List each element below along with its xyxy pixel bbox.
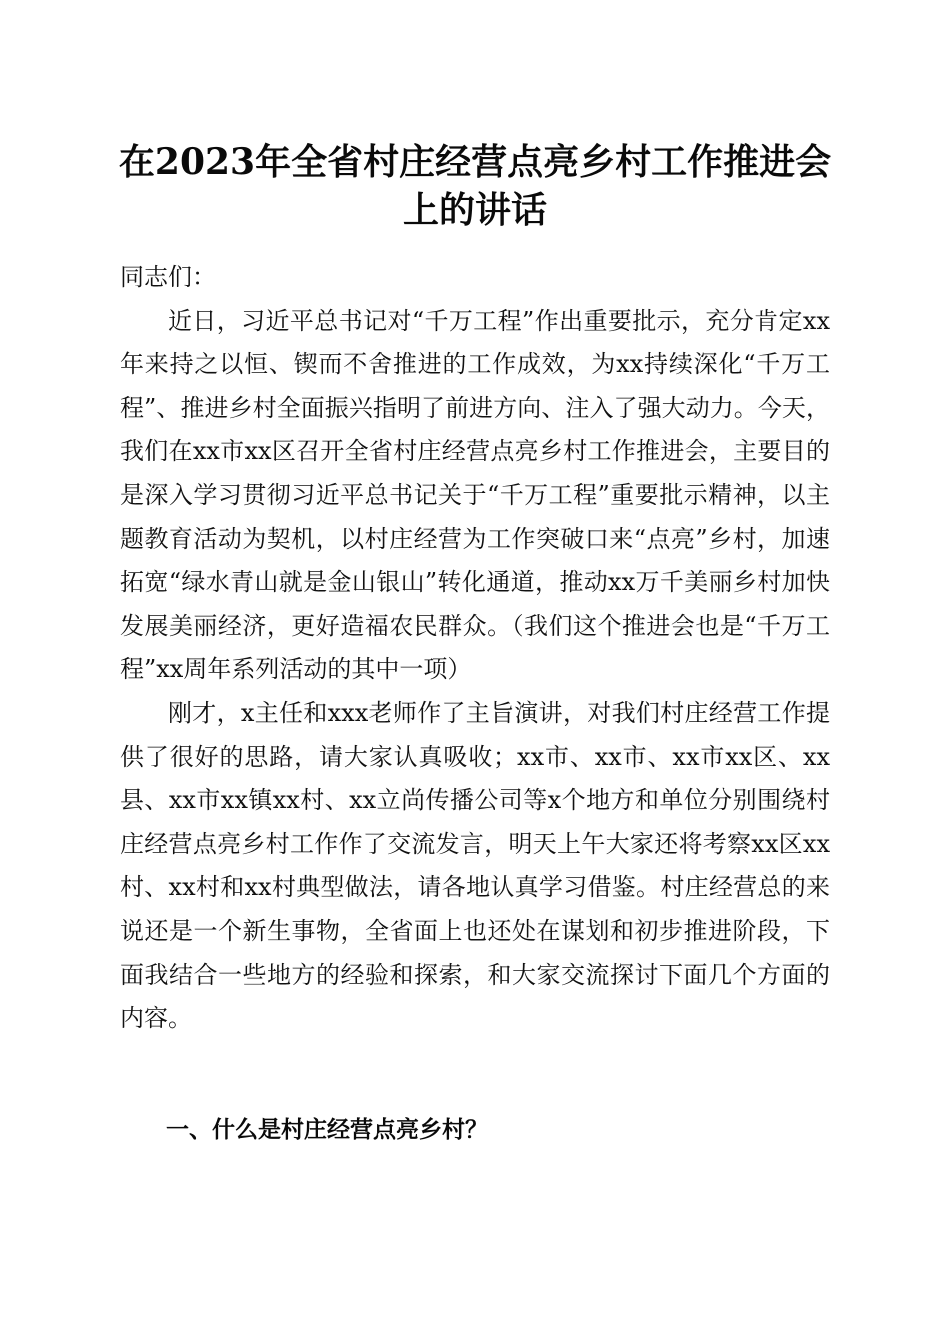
section-heading-1: 一、什么是村庄经营点亮乡村？	[166, 1117, 488, 1143]
salutation: 同志们：	[120, 263, 216, 291]
title-line-2: 上的讲话	[402, 189, 547, 231]
document-title	[100, 138, 850, 234]
paragraph-review: 刚才，x主任和xxx老师作了主旨演讲，对我们村庄经营工作提供了很好的思路，请大家认真吸收；xx市、xx市、xx市xx区、xx县、xx市xx镇xx村、xx立尚传播公司等x个地方和单位分别围绕村庄经营点亮乡村工作作了交流发言，明天上午大家还将考察xx区xx村、xx村和xx村典型做法，请各地认真学习借鉴。村庄经营总的来说还是一个新生事物，全省面上也还处在谋划和初步推进阶段，下面我结合一些地方的经验和探索，和大家交流探讨下面几个方面的内容。	[120, 698, 830, 1033]
title-line-1: 在2023年全省村庄经营点亮乡村工作推进会	[118, 141, 832, 183]
document-body	[120, 256, 830, 1041]
paragraph-opening: 近日，习近平总书记对“千万工程”作出重要批示，充分肯定xx年来持之以恒、锲而不舍推进的工作成效，为xx持续深化“千万工程”、推进乡村全面振兴指明了前进方向、注入了强大动力。今天，我们在xx市xx区召开全省村庄经营点亮乡村工作推进会，主要目的是深入学习贯彻习近平总书记关于“千万工程”重要批示精神，以主题教育活动为契机，以村庄经营为工作突破口来“点亮”乡村，加速拓宽“绿水青山就是金山银山”转化通道，推动xx万千美丽乡村加快发展美丽经济，更好造福农民群众。（我们这个推进会也是“千万工程”xx周年系列活动的其中一项）	[120, 306, 830, 684]
